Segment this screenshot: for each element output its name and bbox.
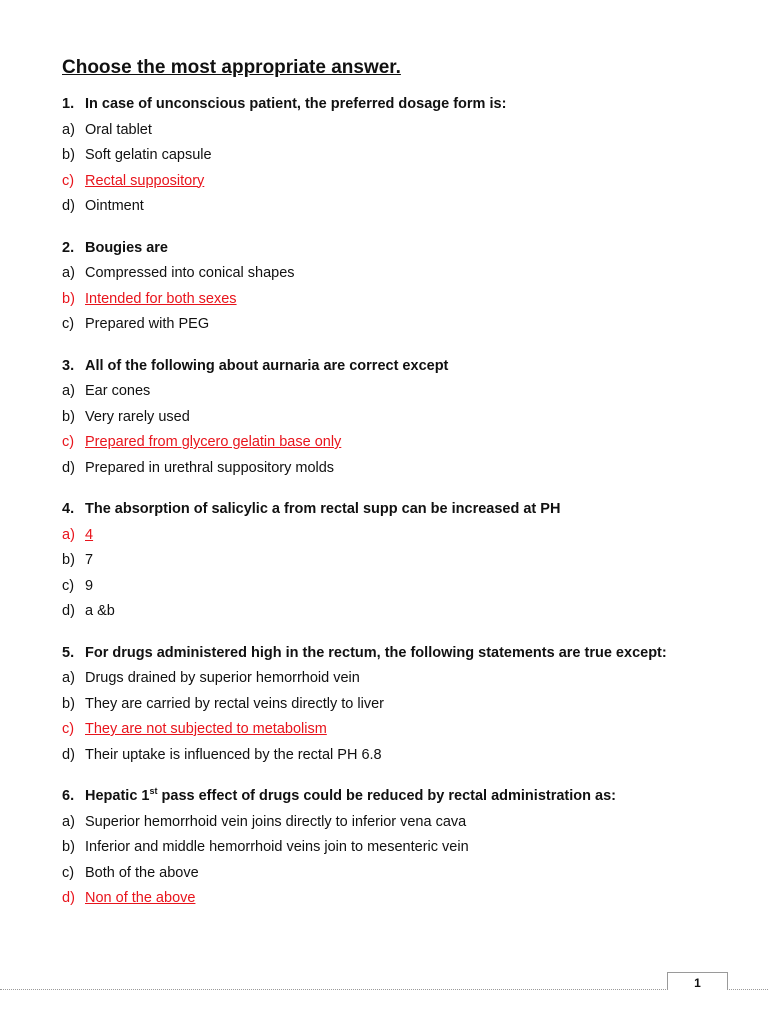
option-text: Their uptake is influenced by the rectal PH 6.8 — [85, 746, 382, 763]
option-letter: d) — [62, 746, 75, 763]
ordinal-suffix: st — [149, 786, 158, 797]
option-c-correct — [62, 717, 742, 743]
footer-divider — [0, 989, 768, 990]
option-letter: c) — [62, 316, 75, 332]
option-text: 4 — [85, 526, 94, 543]
question-title — [62, 497, 742, 523]
question-number: 5. — [62, 644, 75, 661]
question-number: 4. — [62, 501, 75, 517]
option-a — [62, 261, 742, 287]
question-title — [62, 641, 742, 667]
option-d — [62, 743, 742, 769]
option-text: Prepared with PEG — [85, 316, 210, 332]
question-text: In case of unconscious patient, the preferred dosage form is: — [85, 96, 507, 112]
option-letter: b) — [62, 147, 75, 163]
option-b — [62, 548, 742, 574]
option-letter: c) — [62, 721, 75, 737]
question-3 — [62, 354, 742, 482]
option-letter: a) — [62, 265, 75, 281]
option-letter: b) — [62, 839, 75, 855]
page-number: 1 — [667, 972, 728, 990]
question-title — [62, 92, 742, 118]
option-b — [62, 835, 742, 861]
question-5 — [62, 641, 742, 769]
option-letter: b) — [62, 290, 75, 307]
option-text: Inferior and middle hemorrhoid veins join to mesenteric vein — [85, 839, 469, 855]
option-letter: d) — [62, 603, 75, 619]
option-b — [62, 405, 742, 431]
option-a — [62, 118, 742, 144]
option-letter: a) — [62, 813, 75, 830]
question-text: The absorption of salicylic a from rectal supp can be increased at PH — [85, 501, 561, 517]
option-d — [62, 599, 742, 625]
option-c — [62, 312, 742, 338]
option-letter: d) — [62, 198, 75, 214]
question-title — [62, 354, 742, 380]
option-d-correct — [62, 886, 742, 912]
question-text-pre: Hepatic 1 — [85, 788, 150, 804]
option-text: Non of the above — [85, 890, 196, 906]
option-text: Compressed into conical shapes — [85, 265, 295, 281]
option-text: Prepared in urethral suppository molds — [85, 459, 335, 476]
option-text: 7 — [85, 552, 94, 568]
option-text: 9 — [85, 577, 94, 594]
option-c-correct — [62, 169, 742, 195]
question-text: Bougies are — [85, 239, 168, 256]
option-d — [62, 194, 742, 220]
option-a — [62, 810, 742, 836]
option-letter: c) — [62, 434, 75, 450]
option-c — [62, 574, 742, 600]
option-letter: c) — [62, 577, 75, 594]
option-letter: b) — [62, 695, 75, 712]
option-text: They are carried by rectal veins directly to liver — [85, 695, 384, 712]
option-letter: a) — [62, 526, 75, 543]
option-text: Ointment — [85, 198, 144, 214]
page-title: Choose the most appropriate answer. — [62, 57, 401, 78]
question-text-post: pass effect of drugs could be reduced by rectal administration as: — [157, 788, 616, 804]
question-number: 3. — [62, 357, 75, 374]
option-letter: d) — [62, 459, 75, 476]
option-text: Drugs drained by superior hemorrhoid vein — [85, 670, 360, 686]
option-a — [62, 379, 742, 405]
option-text: Rectal suppository — [85, 172, 205, 189]
option-letter: b) — [62, 408, 75, 425]
question-title — [62, 236, 742, 262]
document-page — [62, 54, 742, 928]
option-b — [62, 143, 742, 169]
option-letter: c) — [62, 172, 75, 189]
option-text: Both of the above — [85, 864, 199, 881]
option-a — [62, 666, 742, 692]
option-text: Superior hemorrhoid vein joins directly to inferior vena cava — [85, 813, 467, 830]
option-letter: a) — [62, 670, 75, 686]
option-text: They are not subjected to metabolism — [85, 721, 327, 737]
option-b-correct — [62, 287, 742, 313]
option-text: Oral tablet — [85, 121, 152, 138]
option-d — [62, 456, 742, 482]
option-b — [62, 692, 742, 718]
option-letter: a) — [62, 383, 75, 399]
option-text: Ear cones — [85, 383, 151, 399]
option-text: Very rarely used — [85, 408, 190, 425]
option-c — [62, 861, 742, 887]
option-text: Intended for both sexes — [85, 290, 237, 307]
question-number: 1. — [62, 96, 75, 112]
question-number: 2. — [62, 239, 75, 256]
option-letter: a) — [62, 121, 75, 138]
question-2 — [62, 236, 742, 338]
option-text: a &b — [85, 603, 115, 619]
question-text: All of the following about aurnaria are correct except — [85, 357, 449, 374]
option-text: Prepared from glycero gelatin base only — [85, 434, 342, 450]
question-1 — [62, 92, 742, 220]
option-letter: b) — [62, 552, 75, 568]
question-text: For drugs administered high in the rectum, the following statements are true except: — [85, 644, 667, 661]
question-4 — [62, 497, 742, 625]
option-a-correct — [62, 523, 742, 549]
question-6 — [62, 784, 742, 912]
option-c-correct — [62, 430, 742, 456]
option-letter: d) — [62, 890, 75, 906]
question-title — [62, 784, 742, 810]
question-number: 6. — [62, 788, 75, 804]
option-text: Soft gelatin capsule — [85, 147, 212, 163]
option-letter: c) — [62, 864, 75, 881]
